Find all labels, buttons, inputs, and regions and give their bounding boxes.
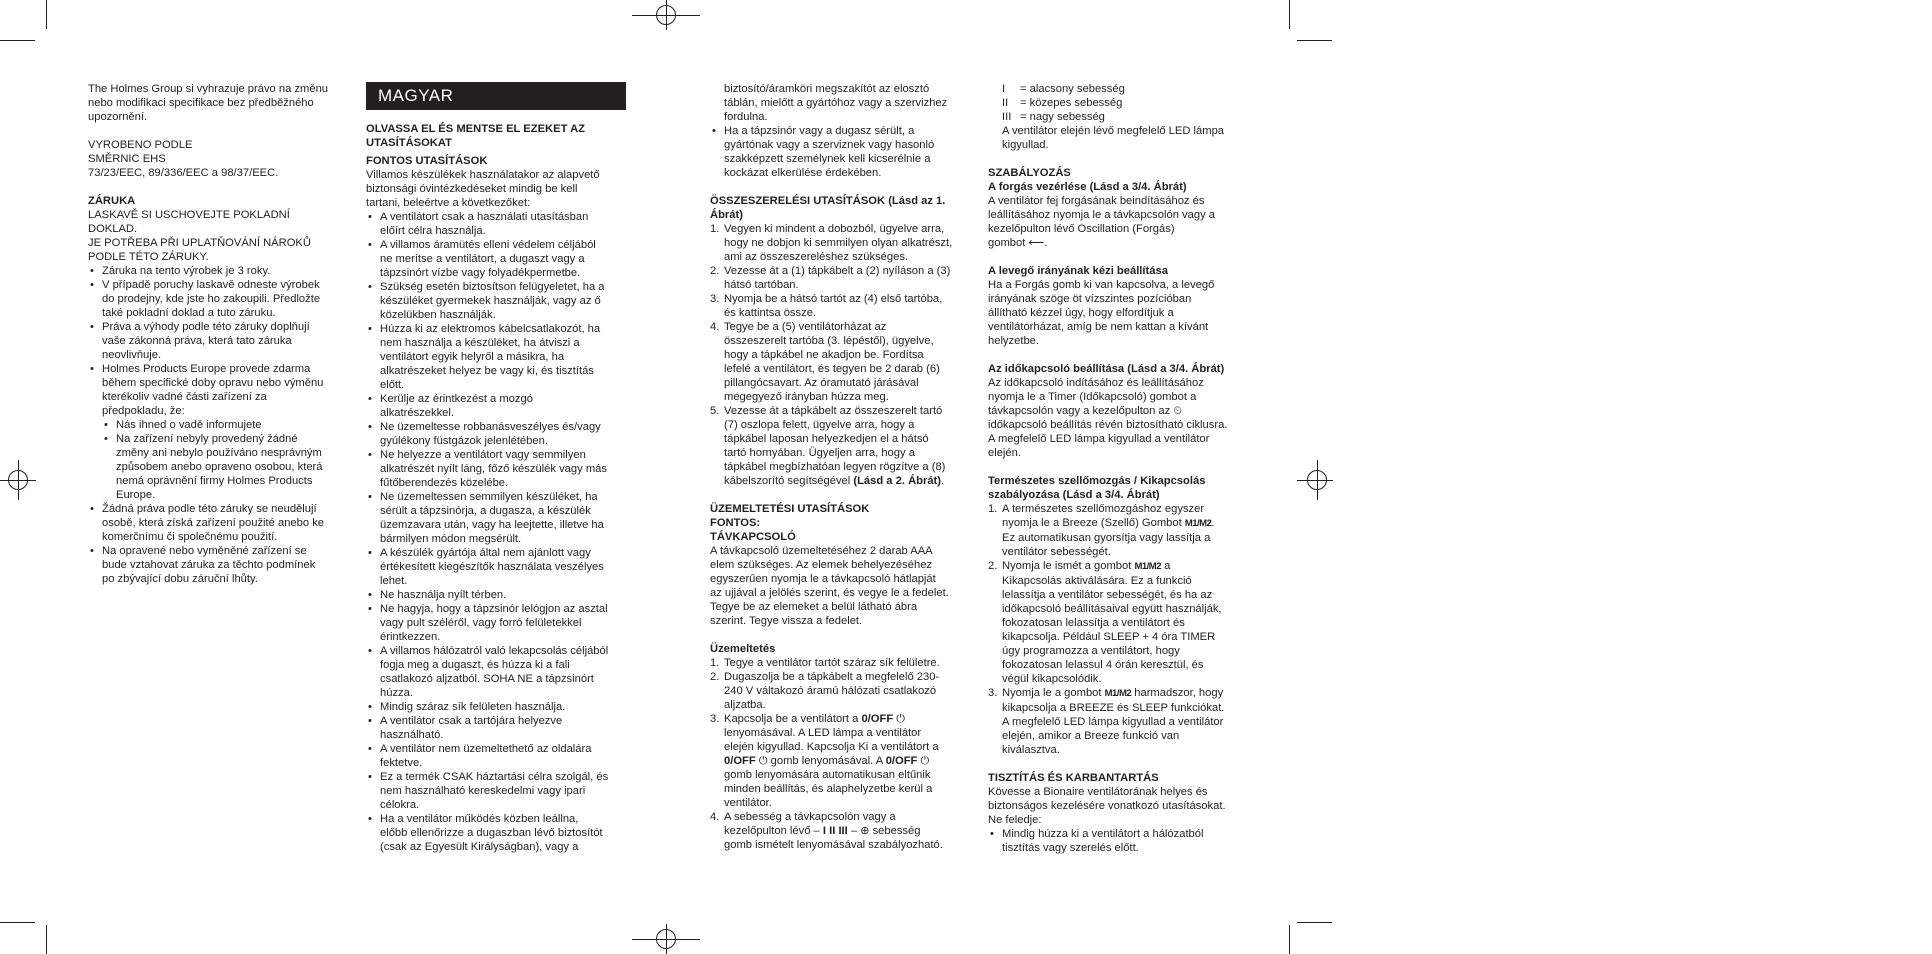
warranty-bullet-list (88, 264, 358, 586)
list-item: • Ez a termék CSAK háztartási célra szolgál, és nem használható kereskedelmi vagy ipari célokra. (366, 770, 626, 812)
timer-icon: ⏲ (1173, 405, 1182, 417)
osc-text: A ventilátor fej forgásának beindításához és (988, 195, 1205, 207)
speed-icon: ⊕ (860, 825, 870, 837)
speed-list-item: I = alacsony sebesség (1002, 83, 1125, 95)
subsection-heading: Természetes szellőmozgás / Kikapcsolás (988, 475, 1206, 487)
list-item: • Ne hagyja, hogy a tápzsinór lelógjon az asztal vagy pult széléről, vagy forró felületekkel érintkezzen. (366, 602, 626, 644)
assembly-steps (710, 222, 980, 488)
list-item: • A villamos hálózatról való lekapcsolás céljából fogja meg a dugaszt, és húzza ki a fali csatlakozó aljzatból. SOHA NE a tápzsinórt húzza. (366, 644, 626, 700)
air-text: irányának szöge öt vízszintes pozícióban (988, 293, 1192, 305)
list-item: • Ha a tápzsinór vagy a dugasz sérült, a gyártónak vagy a szerviznek vagy hasonló szakképzett személynek kell kicserélnie a kockázat elkerülése érdekében. (710, 124, 980, 180)
remote-text: A távkapcsoló üzemeltetéséhez 2 darab AAA (710, 545, 933, 557)
list-item: • Kerülje az érintkezést a mozgó alkatrészekkel. (366, 392, 626, 420)
warranty-line: LASKAVĚ SI USCHOVEJTE POKLADNÍ (88, 209, 290, 221)
list-item: 4. Tegye be a (5) ventilátorházat az összeszerelt tartóba (3. lépéstől), ügyelve, hogy a tápkábel ne akadjon be. Fordítsa lefelé a ventilátort, és tegyen be 2 darab (6) pillangócsavart. Az óramutató járásával megegyező irányban húzza meg. (710, 321, 940, 403)
directive-line: 73/23/EEC, 89/336/EEC a 98/37/EEC. (88, 167, 279, 179)
column-assembly-operation (710, 82, 980, 852)
warranty-line: DOKLAD. (88, 223, 138, 235)
list-item: • A ventilátor nem üzemeltethető az oldalára fektetve. (366, 742, 626, 770)
warranty-line: JE POTŘEBA PŘI UPLATŇOVÁNÍ NÁROKŮ (88, 237, 311, 249)
osc-text: gombot ⟵. (988, 237, 1048, 249)
clean-bullet-list (988, 827, 1258, 855)
list-item: 3. Nyomja le a gombot M1/M2 harmadszor, hogy kikapcsolja a BREEZE és SLEEP funkciókat. A megfelelő LED lámpa kigyullad a ventilátor elején, amikor a Breeze funkció van kiválasztva. (988, 687, 1225, 756)
timer-text: elején. (988, 447, 1021, 459)
list-item: • Ne használja nyílt térben. (366, 588, 626, 602)
subsection-heading: Az időkapcsoló beállítása (Lásd a 3/4. Ábrát) (988, 363, 1225, 375)
section-heading: ÜZEMELTETÉSI UTASÍTÁSOK (710, 503, 870, 515)
osc-text: kezelőpulton lévő Oscillation (Forgás) (988, 223, 1175, 235)
section-heading: Ábrát) (710, 209, 743, 221)
list-item: • Mindig húzza ki a ventilátort a hálózatból tisztítás vagy szerelés előtt. (988, 827, 1258, 855)
safety-bullet-list (366, 210, 626, 854)
breeze-steps (988, 502, 1258, 757)
air-text: Ha a Forgás gomb ki van kapcsolva, a levegő (988, 279, 1215, 291)
sub-bullet-list (102, 418, 358, 502)
speed-list-item: II = közepes sebesség (1002, 97, 1123, 109)
remote-text: az ujjával a jelölés szerint, és vegye le a fedelet. (710, 587, 949, 599)
list-item: • A villamos áramütés elleni védelem céljából ne merítse a ventilátort, a dugaszt vagy a tápzsinórt vízbe vagy folyadékpermetbe. (366, 238, 626, 280)
list-item: • Ha a ventilátor működés közben leállna, előbb ellenőrizze a dugaszban lévő biztosítót (csak az Egyesült Királyságban), vagy a (366, 812, 626, 854)
air-text: állítható kézzel úgy, hogy elfordítjuk a (988, 307, 1174, 319)
power-icon: ⏻ (920, 755, 930, 767)
cord-bullet-list (710, 124, 980, 180)
continued-line: biztosító/áramköri megszakítót az elosztó (724, 83, 930, 95)
power-icon: ⏻ (896, 713, 905, 725)
section-heading: FONTOS: (710, 517, 761, 529)
subsection-heading: szabályozása (Lásd a 3/4. Ábrát) (988, 489, 1160, 501)
intro-line: The Holmes Group si vyhrazuje právo na změnu (88, 83, 329, 95)
subsection-heading: A levegő irányának kézi beállítása (988, 265, 1168, 277)
timer-text: A megfelelő LED lámpa kigyullad a ventilátor (988, 433, 1210, 445)
list-item: • Práva a výhody podle této záruky doplňují vaše zákonná práva, která tato záruka neovlivňuje. (88, 320, 358, 362)
warranty-heading: ZÁRUKA (88, 195, 136, 207)
list-item: 2. Nyomja le ismét a gombot M1/M2 a Kikapcsolás aktiválására. Ez a funkció lelassítja a ventilátor sebességét, és ha az időkapcsoló beállításaival együtt használják, fokozatosan lelassítja a ventilátort és kikapcsolja. Például SLEEP + 4 óra TIMER úgy programozza a ventilátort, hogy fokozatosan lelassul 4 órán keresztül, és végül kikapcsolódik. (988, 560, 1222, 685)
list-item: • A ventilátor csak a tartójára helyezve használható. (366, 714, 626, 742)
section-heading: SZABÁLYOZÁS (988, 167, 1071, 179)
intro-line: tartani, beleértve a következőket: (366, 197, 531, 209)
led-note: A ventilátor elején lévő megfelelő LED lámpa (1002, 125, 1225, 137)
intro-line: upozornění. (88, 111, 148, 123)
column-hungarian-safety (366, 82, 626, 854)
section-heading: OLVASSA EL ÉS MENTSE EL EZEKET AZ (366, 123, 586, 135)
list-item: • Mindig száraz sík felületen használja. (366, 700, 626, 714)
intro-line: biztonsági óvintézkedéseket mindig be kell (366, 183, 578, 195)
section-heading: TÁVKAPCSOLÓ (710, 531, 796, 543)
clean-text: biztonságos kezelésére vonatkozó utasításokat. (988, 800, 1226, 812)
intro-line: Villamos készülékek használatakor az alapvető (366, 169, 600, 181)
list-item: 4. A sebesség a távkapcsolón vagy a kezelőpulton lévő – I II III – ⊕ sebesség gomb ismételt lenyomásával szabályozható. (710, 811, 943, 851)
continued-line: fordulna. (724, 111, 768, 123)
speed-list-item: III = nagy sebesség (1002, 111, 1105, 123)
list-item: • A készülék gyártója által nem ajánlott vagy értékesített kiegészítők használata veszélyes lehet. (366, 546, 626, 588)
list-item: • V případě poruchy laskavě odneste výrobek do prodejny, kde jste ho zakoupili. Předložte také pokladní doklad a tuto záruku. (88, 278, 358, 320)
list-item: • Nás ihned o vadě informujete (102, 418, 358, 432)
section-heading: FONTOS UTASÍTÁSOK (366, 155, 488, 167)
timer-text: távkapcsolón vagy a kezelőpulton az ⏲ (988, 405, 1182, 417)
section-heading: Üzemeltetés (710, 643, 776, 655)
list-item: • Holmes Products Europe provede zdarma během specifické doby opravu nebo výměnu kterékoliv vadné části zařízení za předpokladu, že: • Nás ihned o vadě informujete • Na zařízení nebyly provedený žádné změny ani nebylo používáno nesprávným způsobem anebo opraveno osobou, která nemá oprávnění firmy Holmes Products Europe. (88, 362, 358, 502)
directive-line: SMĚRNIC EHS (88, 153, 166, 165)
remote-text: Tegye be az elemeket a belül látható ábra (710, 601, 918, 613)
timer-text: nyomja le a Timer (Időkapcsoló) gombot a (988, 391, 1197, 403)
column-controls-cleaning (988, 82, 1258, 855)
air-text: helyzetbe. (988, 335, 1039, 347)
warranty-line: PODLE TÉTO ZÁRUKY. (88, 251, 209, 263)
section-heading: ÖSSZESZERELÉSI UTASÍTÁSOK (Lásd az 1. (710, 195, 946, 207)
led-note: kigyullad. (1002, 139, 1049, 151)
list-item: 5. Vezesse át a tápkábelt az összeszerelt tartó (7) oszlopa felett, ügyelve arra, hogy a tápkábel laposan helyezkedjen el a hátsó tartó hornyában. Ügyeljen arra, hogy a tápkábel megbízhatóan legyen rögzítve a (8) kábelszorító segítségével (Lásd a 2. Ábrát). (710, 405, 946, 487)
list-item: 3. Kapcsolja be a ventilátort a 0/OFF ⏻ lenyomásával. A LED lámpa a ventilátor elején kigyullad. Kapcsolja Ki a ventilátort a 0/OFF ⏻ gomb lenyomásával. A 0/OFF ⏻ gomb lenyomására automatikusan eltűnik minden beállítás, és alaphelyzetbe kerül a ventilátor. (710, 713, 939, 809)
list-item: 2. Vezesse át a (1) tápkábelt a (2) nyíláson a (3) hátsó tartóban. (710, 265, 951, 291)
directive-line: VYROBENO PODLE (88, 139, 193, 151)
air-text: ventilátorházat, amíg be nem kattan a kívánt (988, 321, 1209, 333)
clean-text: Kövesse a Bionaire ventilátorának helyes és (988, 786, 1208, 798)
list-item: 1. Tegye a ventilátor tartót száraz sík felületre. (710, 657, 940, 669)
list-item: • Húzza ki az elektromos kábelcsatlakozót, ha nem használja a készüléket, ha átviszi a ventilátort egyik helyről a másikra, ha alkatrészeket helyez be vagy ki, és tisztítás előtt. (366, 322, 626, 392)
remote-text: egyszerűen nyomja le a távkapcsoló hátlapját (710, 573, 936, 585)
section-heading: UTASÍTÁSOKAT (366, 137, 452, 149)
list-item: • Na zařízení nebyly provedený žádné změny ani nebylo používáno nesprávným způsobem anebo opraveno osobou, která nemá oprávnění firmy Holmes Products Europe. (102, 432, 358, 502)
list-item: • Záruka na tento výrobek je 3 roky. (88, 264, 358, 278)
clean-text: Ne feledje: (988, 814, 1042, 826)
list-item: 3. Nyomja be a hátsó tartót az (4) első tartóba, és kattintsa össze. (710, 293, 943, 319)
timer-text: Az időkapcsoló indításához és leállításához (988, 377, 1204, 389)
list-item: • A ventilátort csak a használati utasításban előírt célra használja. (366, 210, 626, 238)
list-item: 1. Vegyen ki mindent a dobozból, ügyelve arra, hogy ne dobjon ki semmilyen olyan alkatrészt, ami az összeszereléshez szükséges. (710, 223, 953, 263)
subsection-heading: A forgás vezérlése (Lásd a 3/4. Ábrát) (988, 181, 1187, 193)
list-item: 2. Dugaszolja be a tápkábelt a megfelelő 230- 240 V váltakozó áramú hálózati csatlakozó aljzatba. (710, 671, 940, 711)
list-item: 1. A természetes szellőmozgáshoz egyszer nyomja le a Breeze (Szellő) Gombot M1/M2. Ez automatikusan gyorsítja vagy lassítja a ventilátor sebességét. (988, 503, 1215, 558)
list-item: • Ne helyezze a ventilátort vagy semmilyen alkatrészét nyílt láng, főző készülék vagy más fűtőberendezés közelébe. (366, 448, 626, 490)
remote-text: elem szükséges. Az elemek behelyezéséhez (710, 559, 933, 571)
timer-text: időkapcsoló beállítás révén biztosítható ciklusra. (988, 419, 1228, 431)
list-item: • Na opravené nebo vyměněné zařízení se bude vztahovat záruka za těchto podmínek po zbývající dobu záruční lhůty. (88, 544, 358, 586)
list-item: • Ne üzemeltesse robbanásveszélyes és/vagy gyúlékony füstgázok jelenlétében. (366, 420, 626, 448)
column-czech-warranty (88, 82, 358, 586)
intro-line: nebo modifikaci specifikace bez předběžného (88, 97, 314, 109)
list-item: • Žádná práva podle této záruky se neudělují osobě, která získá zařízení použité anebo ke komerčnímu či společnému použití. (88, 502, 358, 544)
remote-text: szerint. Tegye vissza a fedelet. (710, 615, 863, 627)
usage-steps (710, 656, 980, 852)
continued-line: táblán, mielőtt a gyártóhoz vagy a szervizhez (724, 97, 948, 109)
list-item: • Ne üzemeltessen semmilyen készüléket, ha sérült a tápzsinórja, a dugasza, a készülék üzemzavara után, vagy ha leejtette, illetve ha bármilyen módon megsérült. (366, 490, 626, 546)
power-icon: ⏻ (758, 755, 768, 767)
oscillation-icon: ⟵ (1028, 237, 1045, 249)
language-header: MAGYAR (366, 82, 626, 110)
osc-text: leállításához nyomja le a távkapcsolón vagy a (988, 209, 1215, 221)
list-item: • Szükség esetén biztosítson felügyeletet, ha a készüléket gyermekek használják, vagy az ő közelükben használják. (366, 280, 626, 322)
section-heading: TISZTÍTÁS ÉS KARBANTARTÁS (988, 772, 1159, 784)
